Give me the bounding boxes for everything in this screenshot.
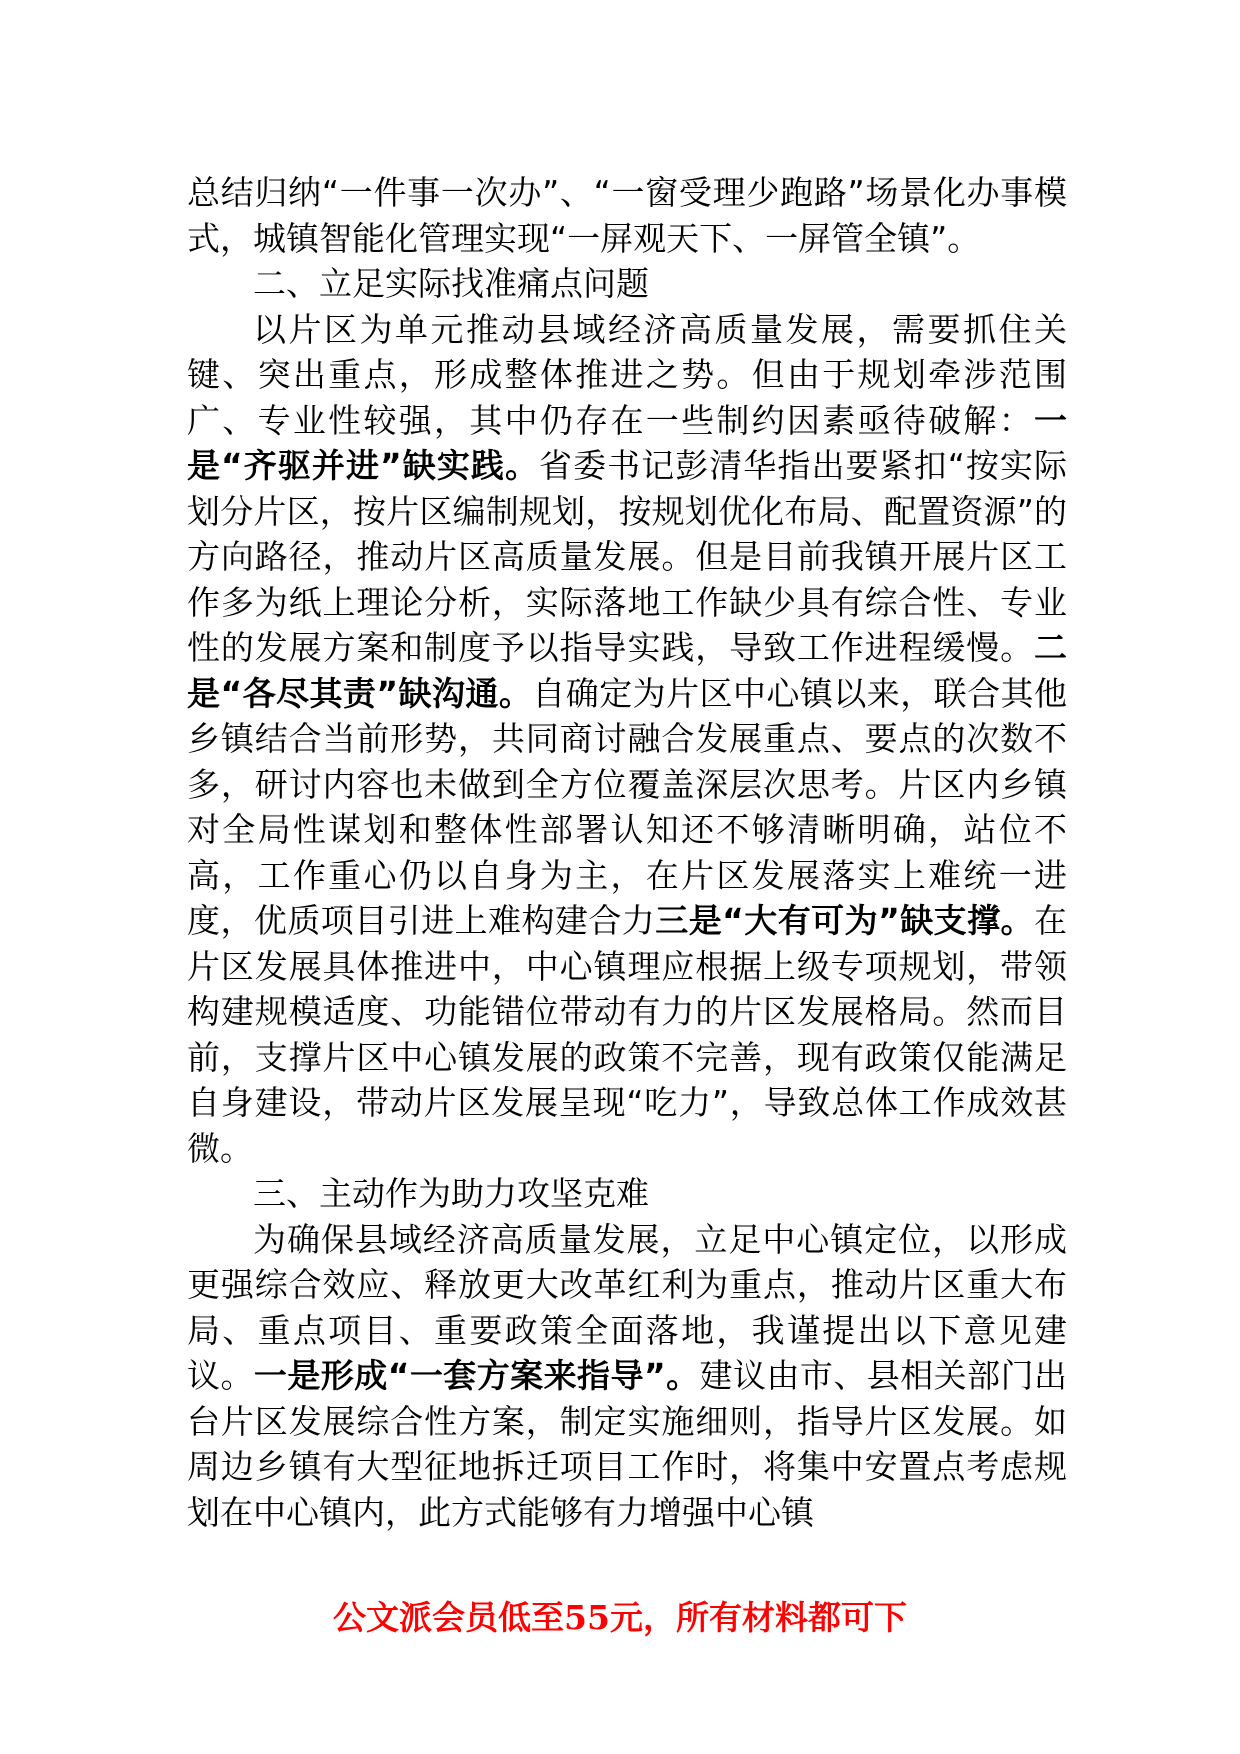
point-3-title: 三是“大有可为”缺支撑。 (655, 901, 1035, 940)
paragraph-lead: 以片区为单元推动县域经济高质量发展，需要抓住关键、突出重点，形成整体推进之势。但由于规划牵涉范围广、专业性较强，其中仍存在一些制约因素亟待破解： (187, 309, 1067, 440)
promo-footer: 公文派会员低至55元，所有材料都可下 (333, 1598, 907, 1637)
paragraph-intro (187, 170, 1067, 261)
paragraph-lead: 为确保县域经济高质量发展，立足中心镇定位，以形成更强综合效应、释放更大改革红利为重点，推动片区重大布局、重点项目、重要政策全面落地，我谨提出以下意见建议。 (187, 1219, 1067, 1395)
point-2-text: 自确定为片区中心镇以来，联合其他乡镇结合当前形势，共同商讨融合发展重点、要点的次数不多，研讨内容也未做到全方位覆盖深层次思考。片区内乡镇对全局性谋划和整体性部署认知还不够清晰明确，站位不高，工作重心仍以自身为主，在片区发展落实上难统一进度，优质项目引进上难构建合力 (187, 673, 1067, 940)
point-1-title: 一是“齐驱并进”缺实践。 (187, 400, 1067, 485)
paragraph-suggestions (187, 1217, 1067, 1536)
body-text (187, 170, 1067, 1535)
suggestion-1-title: 一是形成“一套方案来指导”。 (253, 1356, 700, 1395)
section-heading-2: 二、立足实际找准痛点问题 (253, 264, 649, 303)
point-3-text: 在片区发展具体推进中，中心镇理应根据上级专项规划，带领构建规模适度、功能错位带动有力的片区发展格局。然而目前，支撑片区中心镇发展的政策不完善，现有政策仅能满足自身建设，带动片区发展呈现“吃力”，导致总体工作成效甚微。 (187, 901, 1068, 1168)
suggestion-1-text: 建议由市、县相关部门出台片区发展综合性方案，制定实施细则，指导片区发展。如周边乡镇有大型征地拆迁项目工作时，将集中安置点考虑规划在中心镇内，此方式能够有力增强中心镇 (187, 1356, 1068, 1532)
point-2-title: 二是“各尽其责”缺沟通。 (187, 628, 1067, 713)
paragraph-intro-text: 总结归纳“一件事一次办”、“一窗受理少跑路”场景化办事模式，城镇智能化管理实现“一屏观天下、一屏管全镇”。 (187, 173, 1067, 258)
section-heading-3: 三、主动作为助力攻坚克难 (253, 1174, 649, 1213)
point-1-text: 省委书记彭清华指出要紧扣“按实际划分片区，按片区编制规划，按规划优化布局、配置资源”的方向路径，推动片区高质量发展。但是目前我镇开展片区工作多为纸上理论分析，实际落地工作缺少具有综合性、专业性的发展方案和制度予以指导实践，导致工作进程缓慢。 (187, 446, 1067, 667)
paragraph-pain-points (187, 307, 1067, 1172)
